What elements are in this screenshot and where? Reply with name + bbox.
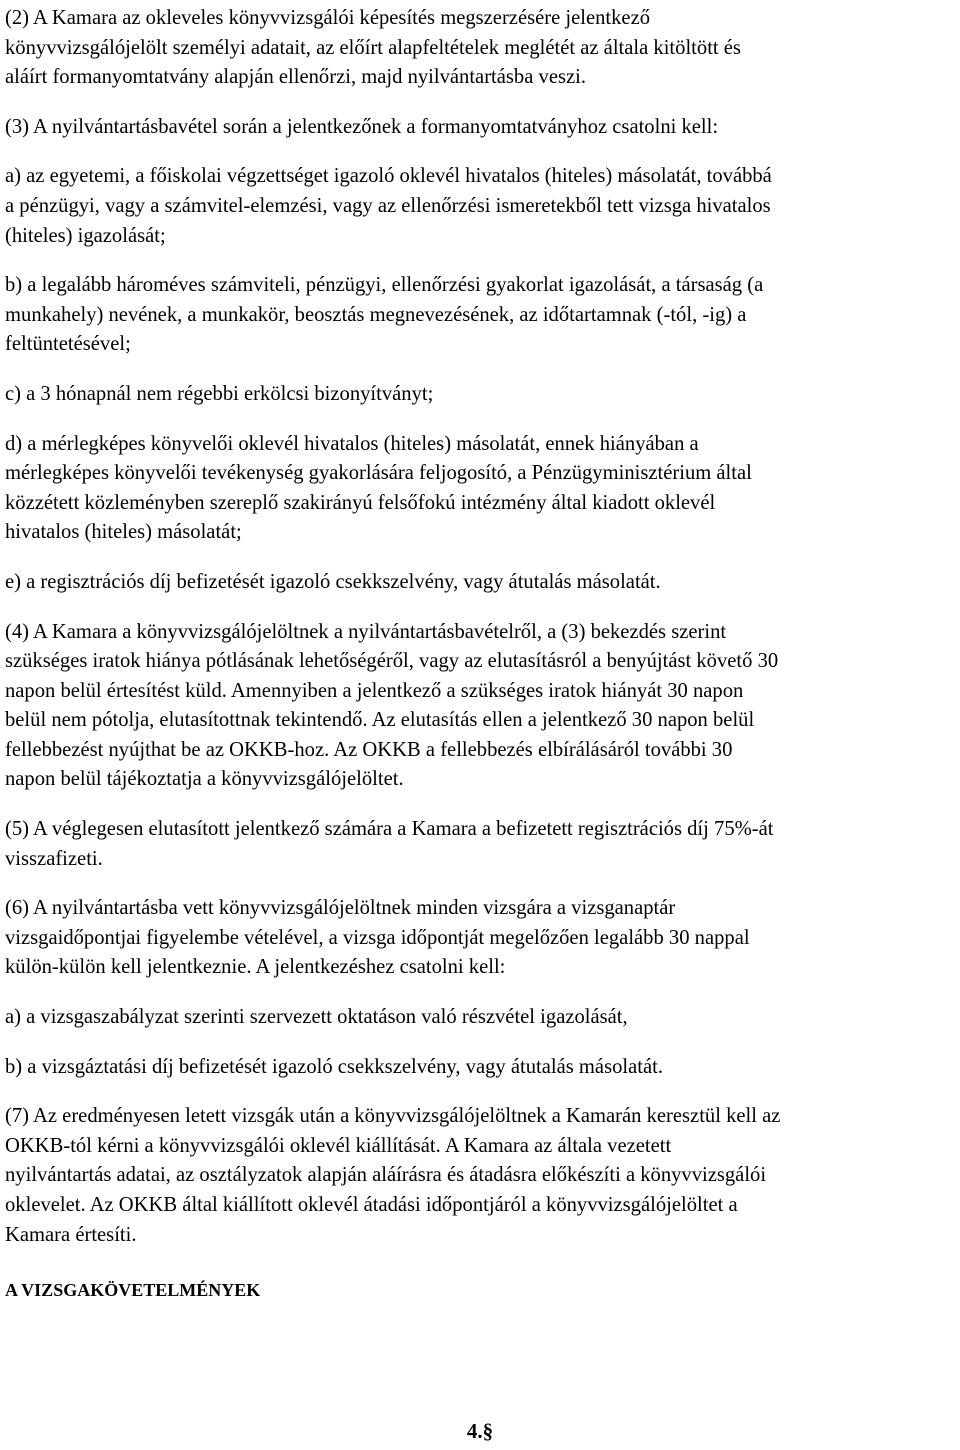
text-line: d) a mérlegképes könyvelői oklevél hivatalos (hiteles) másolatát, ennek hiányában a bbox=[5, 432, 699, 455]
paragraph-3d bbox=[5, 430, 955, 548]
text-line: vizsgaidőpontjai figyelembe vételével, a vizsga időpontját megelőzően legalább 30 nappal bbox=[5, 926, 750, 949]
text-line: napon belül tájékoztatja a könyvvizsgálójelöltet. bbox=[5, 768, 404, 791]
section-number: 4.§ bbox=[466, 1419, 494, 1443]
text-line: oklevelet. Az OKKB által kiállított oklevél átadási időpontjáról a könyvvizsgálójelöltet a bbox=[5, 1194, 738, 1216]
text-line: belül nem pótolja, elutasítottnak tekintendő. Az elutasítás ellen a jelentkező 30 napon belül bbox=[5, 709, 755, 732]
text-line: e) a regisztrációs díj befizetését igazoló csekkszelvény, vagy átutalás másolatát. bbox=[5, 570, 661, 593]
text-line: c) a 3 hónapnál nem régebbi erkölcsi bizonyítványt; bbox=[5, 382, 434, 405]
text-line: fellebbezést nyújthat be az OKKB-hoz. Az OKKB a fellebbezés elbírálásáról további 30 bbox=[5, 738, 733, 761]
text-line: visszafizeti. bbox=[5, 847, 103, 870]
text-line: (7) Az eredményesen letett vizsgák után a könyvvizsgálójelöltnek a Kamarán keresztül kell az bbox=[5, 1105, 781, 1128]
text-line: b) a legalább hároméves számviteli, pénzügyi, ellenőrzési gyakorlat igazolását, a társaság (a bbox=[5, 274, 764, 297]
text-line: aláírt formanyomtatvány alapján ellenőrzi, majd nyilvántartásba veszi. bbox=[5, 66, 586, 89]
text-line: szükséges iratok hiánya pótlásának lehetőségéről, vagy az elutasításról a benyújtást követő 30 bbox=[5, 650, 779, 673]
text-line: a pénzügyi, vagy a számvitel-elemzési, vagy az ellenőrzési ismeretekből tett vizsga hivatalos bbox=[5, 194, 771, 217]
text-line: OKKB-tól kérni a könyvvizsgálói oklevél kiállítását. A Kamara az általa vezetett bbox=[5, 1134, 672, 1157]
document-page bbox=[5, 4, 955, 1302]
paragraph-3e bbox=[5, 568, 955, 598]
paragraph-6a bbox=[5, 1003, 955, 1033]
paragraph-2 bbox=[5, 4, 955, 93]
text-line: feltüntetésével; bbox=[5, 333, 131, 356]
text-line: (6) A nyilvántartásba vett könyvvizsgálójelöltnek minden vizsgára a vizsganaptár bbox=[5, 897, 676, 920]
section-heading: A VIZSGAKÖVETELMÉNYEK bbox=[5, 1280, 261, 1301]
text-line: Kamara értesíti. bbox=[5, 1223, 137, 1246]
text-line: (2) A Kamara az okleveles könyvvizsgálói képesítés megszerzésére jelentkező bbox=[5, 7, 651, 29]
text-line: nyilvántartás adatai, az osztályzatok alapján aláírásra és átadásra előkészíti a könyvvizsgálói bbox=[5, 1164, 767, 1187]
paragraph-6 bbox=[5, 894, 955, 983]
paragraph-3a bbox=[5, 162, 955, 251]
paragraph-4 bbox=[5, 618, 955, 796]
text-line: (5) A véglegesen elutasított jelentkező számára a Kamara a befizetett regisztrációs díj 75%-át bbox=[5, 818, 774, 841]
text-line: a) a vizsgaszabályzat szerinti szervezett oktatáson való részvétel igazolását, bbox=[5, 1006, 628, 1029]
text-line: a) az egyetemi, a főiskolai végzettséget igazoló oklevél hivatalos (hiteles) másolatát, továbbá bbox=[5, 165, 772, 188]
text-line: közzétett közleményben szereplő szakirányú felsőfokú intézmény által kiadott oklevél bbox=[5, 491, 716, 514]
text-line: b) a vizsgáztatási díj befizetését igazoló csekkszelvény, vagy átutalás másolatát. bbox=[5, 1055, 663, 1078]
text-line: hivatalos (hiteles) másolatát; bbox=[5, 521, 242, 544]
paragraph-3 bbox=[5, 113, 955, 143]
text-line: könyvvizsgálójelölt személyi adatait, az előírt alapfeltételek meglétét az általa kitöltött és bbox=[5, 36, 741, 59]
paragraph-7 bbox=[5, 1102, 955, 1250]
paragraph-6b bbox=[5, 1053, 955, 1083]
text-line: (3) A nyilvántartásbavétel során a jelentkezőnek a formanyomtatványhoz csatolni kell: bbox=[5, 115, 719, 138]
text-line: (hiteles) igazolását; bbox=[5, 224, 166, 247]
paragraph-3c bbox=[5, 380, 955, 410]
text-line: munkahely) nevének, a munkakör, beosztás megnevezésének, az időtartamnak (-tól, -ig) a bbox=[5, 303, 747, 326]
text-line: mérlegképes könyvelői tevékenység gyakorlására feljogosító, a Pénzügyminisztérium által bbox=[5, 462, 752, 485]
text-line: külön-külön kell jelentkeznie. A jelentkezéshez csatolni kell: bbox=[5, 956, 506, 979]
text-line: (4) A Kamara a könyvvizsgálójelöltnek a nyilvántartásbavételről, a (3) bekezdés szerint bbox=[5, 620, 727, 643]
paragraph-5 bbox=[5, 815, 955, 874]
text-line: napon belül értesítést küld. Amennyiben a jelentkező a szükséges iratok hiányát 30 napon bbox=[5, 679, 744, 702]
paragraph-3b bbox=[5, 271, 955, 360]
